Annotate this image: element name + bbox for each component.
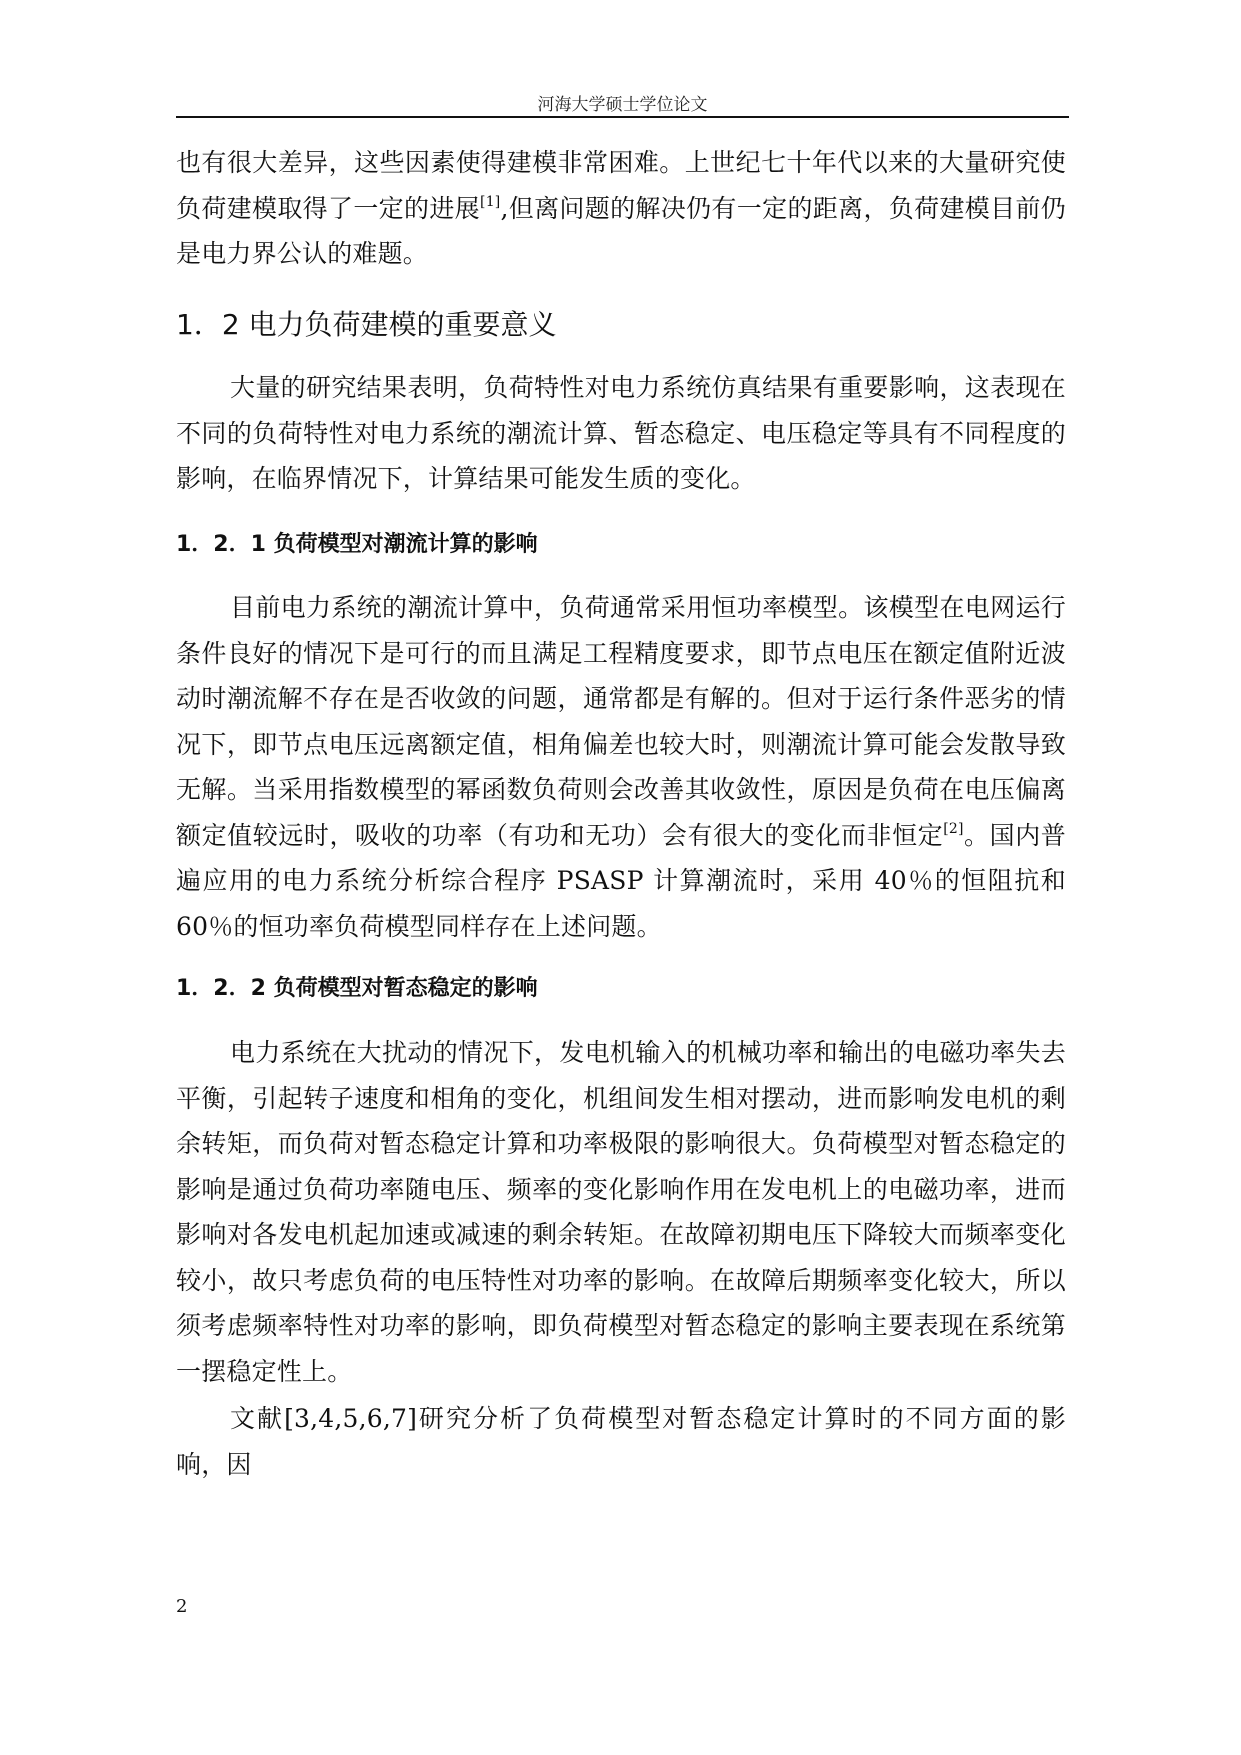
- paragraph-text: 目前电力系统的潮流计算中，负荷通常采用恒功率模型。该模型在电网运行条件良好的情况下是可行的而且满足工程精度要求，即节点电压在额定值附近波动时潮流解不存在是否收敛的问题，通常都是有解的。但对于运行条件恶劣的情况下，即节点电压远离额定值，相角偏差也较大时，则潮流计算可能会发散导致无解。当采用指数模型的幂函数负荷则会改善其收敛性，原因是负荷在电压偏离额定值较远时，吸收的功率（有功和无功）会有很大的变化而非恒定: [176, 593, 1066, 850]
- paragraph-text: 也有很大差异，这些因素使得建模非常困难。上世纪七十年代以来的大量研究使负荷建模取得了一定的进展: [176, 148, 1066, 223]
- subsection-heading-1-2-2: 1．2．2 负荷模型对暂态稳定的影响: [176, 976, 538, 1001]
- page-body: [176, 140, 1066, 1479]
- paragraph-intro-continued: [176, 140, 1066, 280]
- paragraph-text: 。国内普遍应用的电力系统分析综合程序 PSASP 计算潮流时，采用 40％的恒阻抗和 60％的恒功率负荷模型同样存在上述问题。: [176, 820, 1066, 941]
- subsection-heading-1-2-1: 1．2．1 负荷模型对潮流计算的影响: [176, 532, 538, 557]
- citation-2: [2]: [943, 820, 964, 837]
- section-spacer: [176, 952, 1066, 972]
- section-heading-1-2: 1．2 电力负荷建模的重要意义: [176, 308, 557, 341]
- section-spacer: [176, 1006, 1066, 1030]
- section-spacer: [176, 505, 1066, 528]
- paragraph-references: 文献[3,4,5,6,7]研究分析了负荷模型对暂态稳定计算时的不同方面的影响，因: [176, 1404, 1066, 1479]
- citation-1: [1]: [480, 193, 501, 210]
- section-spacer: [176, 280, 1066, 305]
- section-spacer: [176, 562, 1066, 585]
- paragraph-transient-stability: 电力系统在大扰动的情况下，发电机输入的机械功率和输出的电磁功率失去平衡，引起转子速度和相角的变化，机组间发生相对摆动，进而影响发电机的剩余转矩，而负荷对暂态稳定计算和功率极限的影响很大。负荷模型对暂态稳定的影响是通过负荷功率随电压、频率的变化影响作用在发电机上的电磁功率，进而影响对各发电机起加速或减速的剩余转矩。在故障初期电压下降较大而频率变化较小，故只考虑负荷的电压特性对功率的影响。在故障后期频率变化较大，所以须考虑频率特性对功率的影响，即负荷模型对暂态稳定的影响主要表现在系统第一摆稳定性上。: [176, 1038, 1066, 1386]
- page-number: 2: [176, 1596, 188, 1617]
- section-spacer: [176, 345, 1066, 365]
- paragraph-power-flow: [176, 585, 1066, 952]
- header-rule: [176, 116, 1069, 118]
- paragraph-significance: 大量的研究结果表明，负荷特性对电力系统仿真结果有重要影响，这表现在不同的负荷特性对电力系统的潮流计算、暂态稳定、电压稳定等具有不同程度的影响，在临界情况下，计算结果可能发生质的变化。: [176, 373, 1066, 493]
- running-header: 河海大学硕士学位论文: [537, 95, 708, 115]
- paragraph-text: ,但离问题的解决仍有一定的距离，负荷建模目前仍是电力界公认的难题。: [176, 193, 1066, 268]
